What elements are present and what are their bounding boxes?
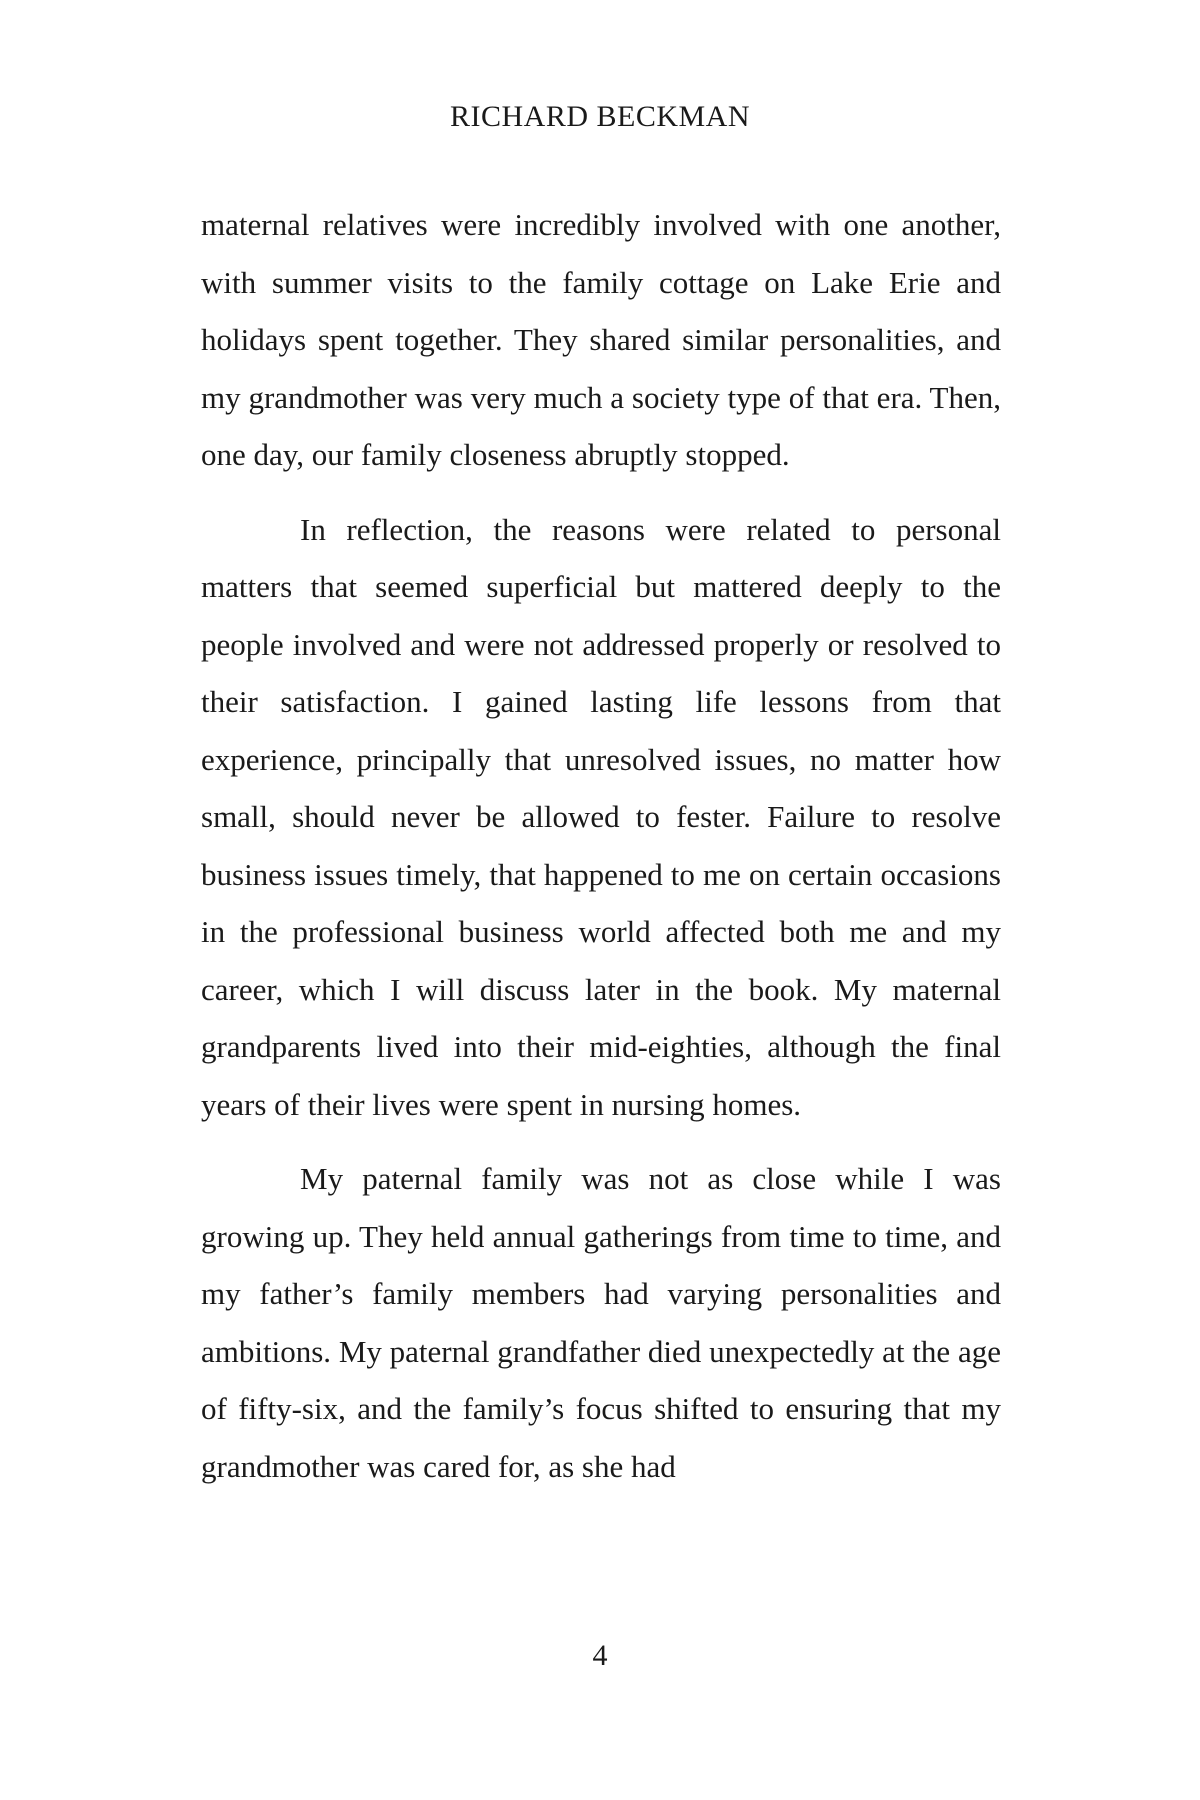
paragraph-continued: maternal relatives were incredibly involved with one another, with summer visits to the family cottage on Lake Erie and holidays spent together. They shared similar personalities, and my grandmother was very much a society type of that era. Then, one day, our family closeness abruptly stopped. bbox=[201, 207, 1001, 472]
paragraph: My paternal family was not as close while I was growing up. They held annual gatherings from time to time, and my father’s family members had varying personalities and ambitions. My paternal grandfather died unexpectedly at the age of fifty-six, and the family’s focus shifted to ensuring that my grandmother was cared for, as she had bbox=[201, 1161, 1001, 1484]
body-text bbox=[201, 196, 1001, 1512]
running-header-author: RICHARD BECKMAN bbox=[449, 100, 751, 133]
page-number: 4 bbox=[592, 1639, 608, 1672]
paragraph: In reflection, the reasons were related to personal matters that seemed superficial but mattered deeply to the people involved and were not addressed properly or resolved to their satisfaction. I gained lasting life lessons from that experience, principally that unresolved issues, no matter how small, should never be allowed to fester. Failure to resolve business issues timely, that happened to me on certain occasions in the professional business world affected both me and my career, which I will discuss later in the book. My maternal grandparents lived into their mid-eighties, although the final years of their lives were spent in nursing homes. bbox=[201, 511, 1001, 1122]
